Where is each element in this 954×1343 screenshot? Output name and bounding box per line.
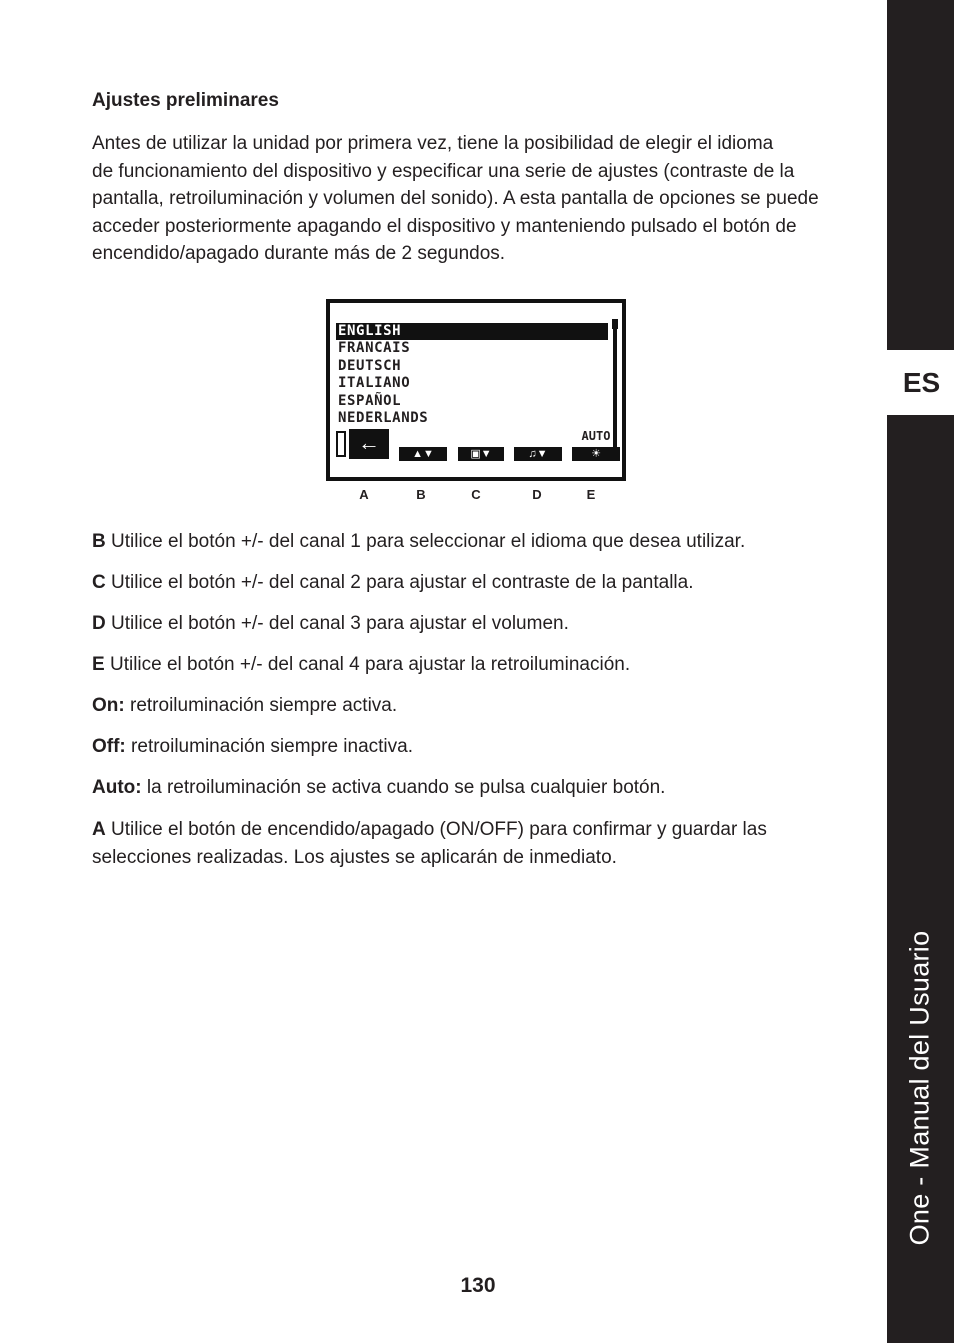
language-option: NEDERLANDS bbox=[338, 409, 429, 426]
item-text: Utilice el botón +/- del canal 1 para seleccionar el idioma que desea utilizar. bbox=[105, 531, 746, 552]
language-option: FRANCAIS bbox=[338, 340, 411, 357]
instruction-item bbox=[92, 816, 872, 871]
language-option: ESPAÑOL bbox=[338, 392, 402, 409]
item-key: B bbox=[92, 531, 106, 552]
intro-paragraph bbox=[92, 130, 872, 268]
backlight-icon: ☀ bbox=[572, 447, 620, 461]
item-text: Utilice el botón de encendido/apagado (ON/OFF) para confirmar y guardar las bbox=[105, 819, 767, 840]
item-key: C bbox=[92, 572, 106, 593]
item-text: Utilice el botón +/- del canal 4 para ajustar la retroiluminación. bbox=[104, 654, 631, 675]
instruction-item bbox=[92, 610, 872, 638]
auto-label: AUTO bbox=[581, 429, 611, 443]
back-arrow-icon: ← bbox=[349, 429, 389, 459]
manual-title: One - Manual del Usuario bbox=[904, 930, 935, 1246]
item-key: A bbox=[92, 819, 106, 840]
language-option: DEUTSCH bbox=[338, 357, 402, 374]
item-key: D bbox=[92, 613, 106, 634]
language-tab bbox=[887, 350, 954, 415]
screen-label-d: D bbox=[532, 487, 542, 502]
battery-icon bbox=[336, 431, 346, 457]
instruction-item bbox=[92, 774, 872, 802]
device-screen-figure bbox=[326, 299, 626, 481]
screen-label-c: C bbox=[471, 487, 481, 502]
page-number: 130 bbox=[460, 1274, 496, 1297]
intro-line: Antes de utilizar la unidad por primera vez, tiene la posibilidad de elegir el idioma bbox=[92, 133, 774, 154]
item-text: retroiluminación siempre activa. bbox=[124, 695, 398, 716]
section-heading: Ajustes preliminares bbox=[92, 90, 279, 111]
item-key: Off: bbox=[92, 736, 126, 757]
item-text: retroiluminación siempre inactiva. bbox=[125, 736, 413, 757]
intro-line: pantalla, retroiluminación y volumen del sonido). A esta pantalla de opciones se puede bbox=[92, 188, 819, 209]
instruction-item bbox=[92, 733, 872, 761]
item-text-continued: selecciones realizadas. Los ajustes se aplicarán de inmediato. bbox=[92, 846, 617, 868]
volume-icon: ♫▼ bbox=[514, 447, 562, 461]
item-key: On: bbox=[92, 695, 125, 716]
item-key: E bbox=[92, 654, 105, 675]
instruction-item bbox=[92, 692, 872, 720]
language-option: ITALIANO bbox=[338, 375, 411, 392]
item-key: Auto: bbox=[92, 777, 142, 798]
intro-line: de funcionamiento del dispositivo y especificar una serie de ajustes (contraste de la bbox=[92, 160, 795, 182]
language-option: ENGLISH bbox=[336, 323, 608, 340]
item-text: Utilice el botón +/- del canal 3 para ajustar el volumen. bbox=[105, 613, 569, 634]
up-down-arrows-icon: ▲▼ bbox=[399, 447, 447, 461]
instruction-item bbox=[92, 528, 872, 556]
instruction-item bbox=[92, 569, 872, 597]
intro-line: acceder posteriormente apagando el dispositivo y manteniendo pulsado el botón de bbox=[92, 215, 797, 237]
screen-label-b: B bbox=[416, 487, 426, 502]
screen-label-a: A bbox=[359, 487, 369, 502]
contrast-icon: ▣▼ bbox=[458, 447, 504, 461]
screen-label-e: E bbox=[586, 487, 596, 502]
intro-line: encendido/apagado durante más de 2 segundos. bbox=[92, 243, 506, 264]
instruction-item bbox=[92, 651, 872, 679]
language-tab-label: ES bbox=[902, 366, 941, 398]
item-text: Utilice el botón +/- del canal 2 para ajustar el contraste de la pantalla. bbox=[105, 572, 694, 593]
language-menu bbox=[336, 323, 608, 427]
item-text: la retroiluminación se activa cuando se pulsa cualquier botón. bbox=[141, 777, 666, 798]
